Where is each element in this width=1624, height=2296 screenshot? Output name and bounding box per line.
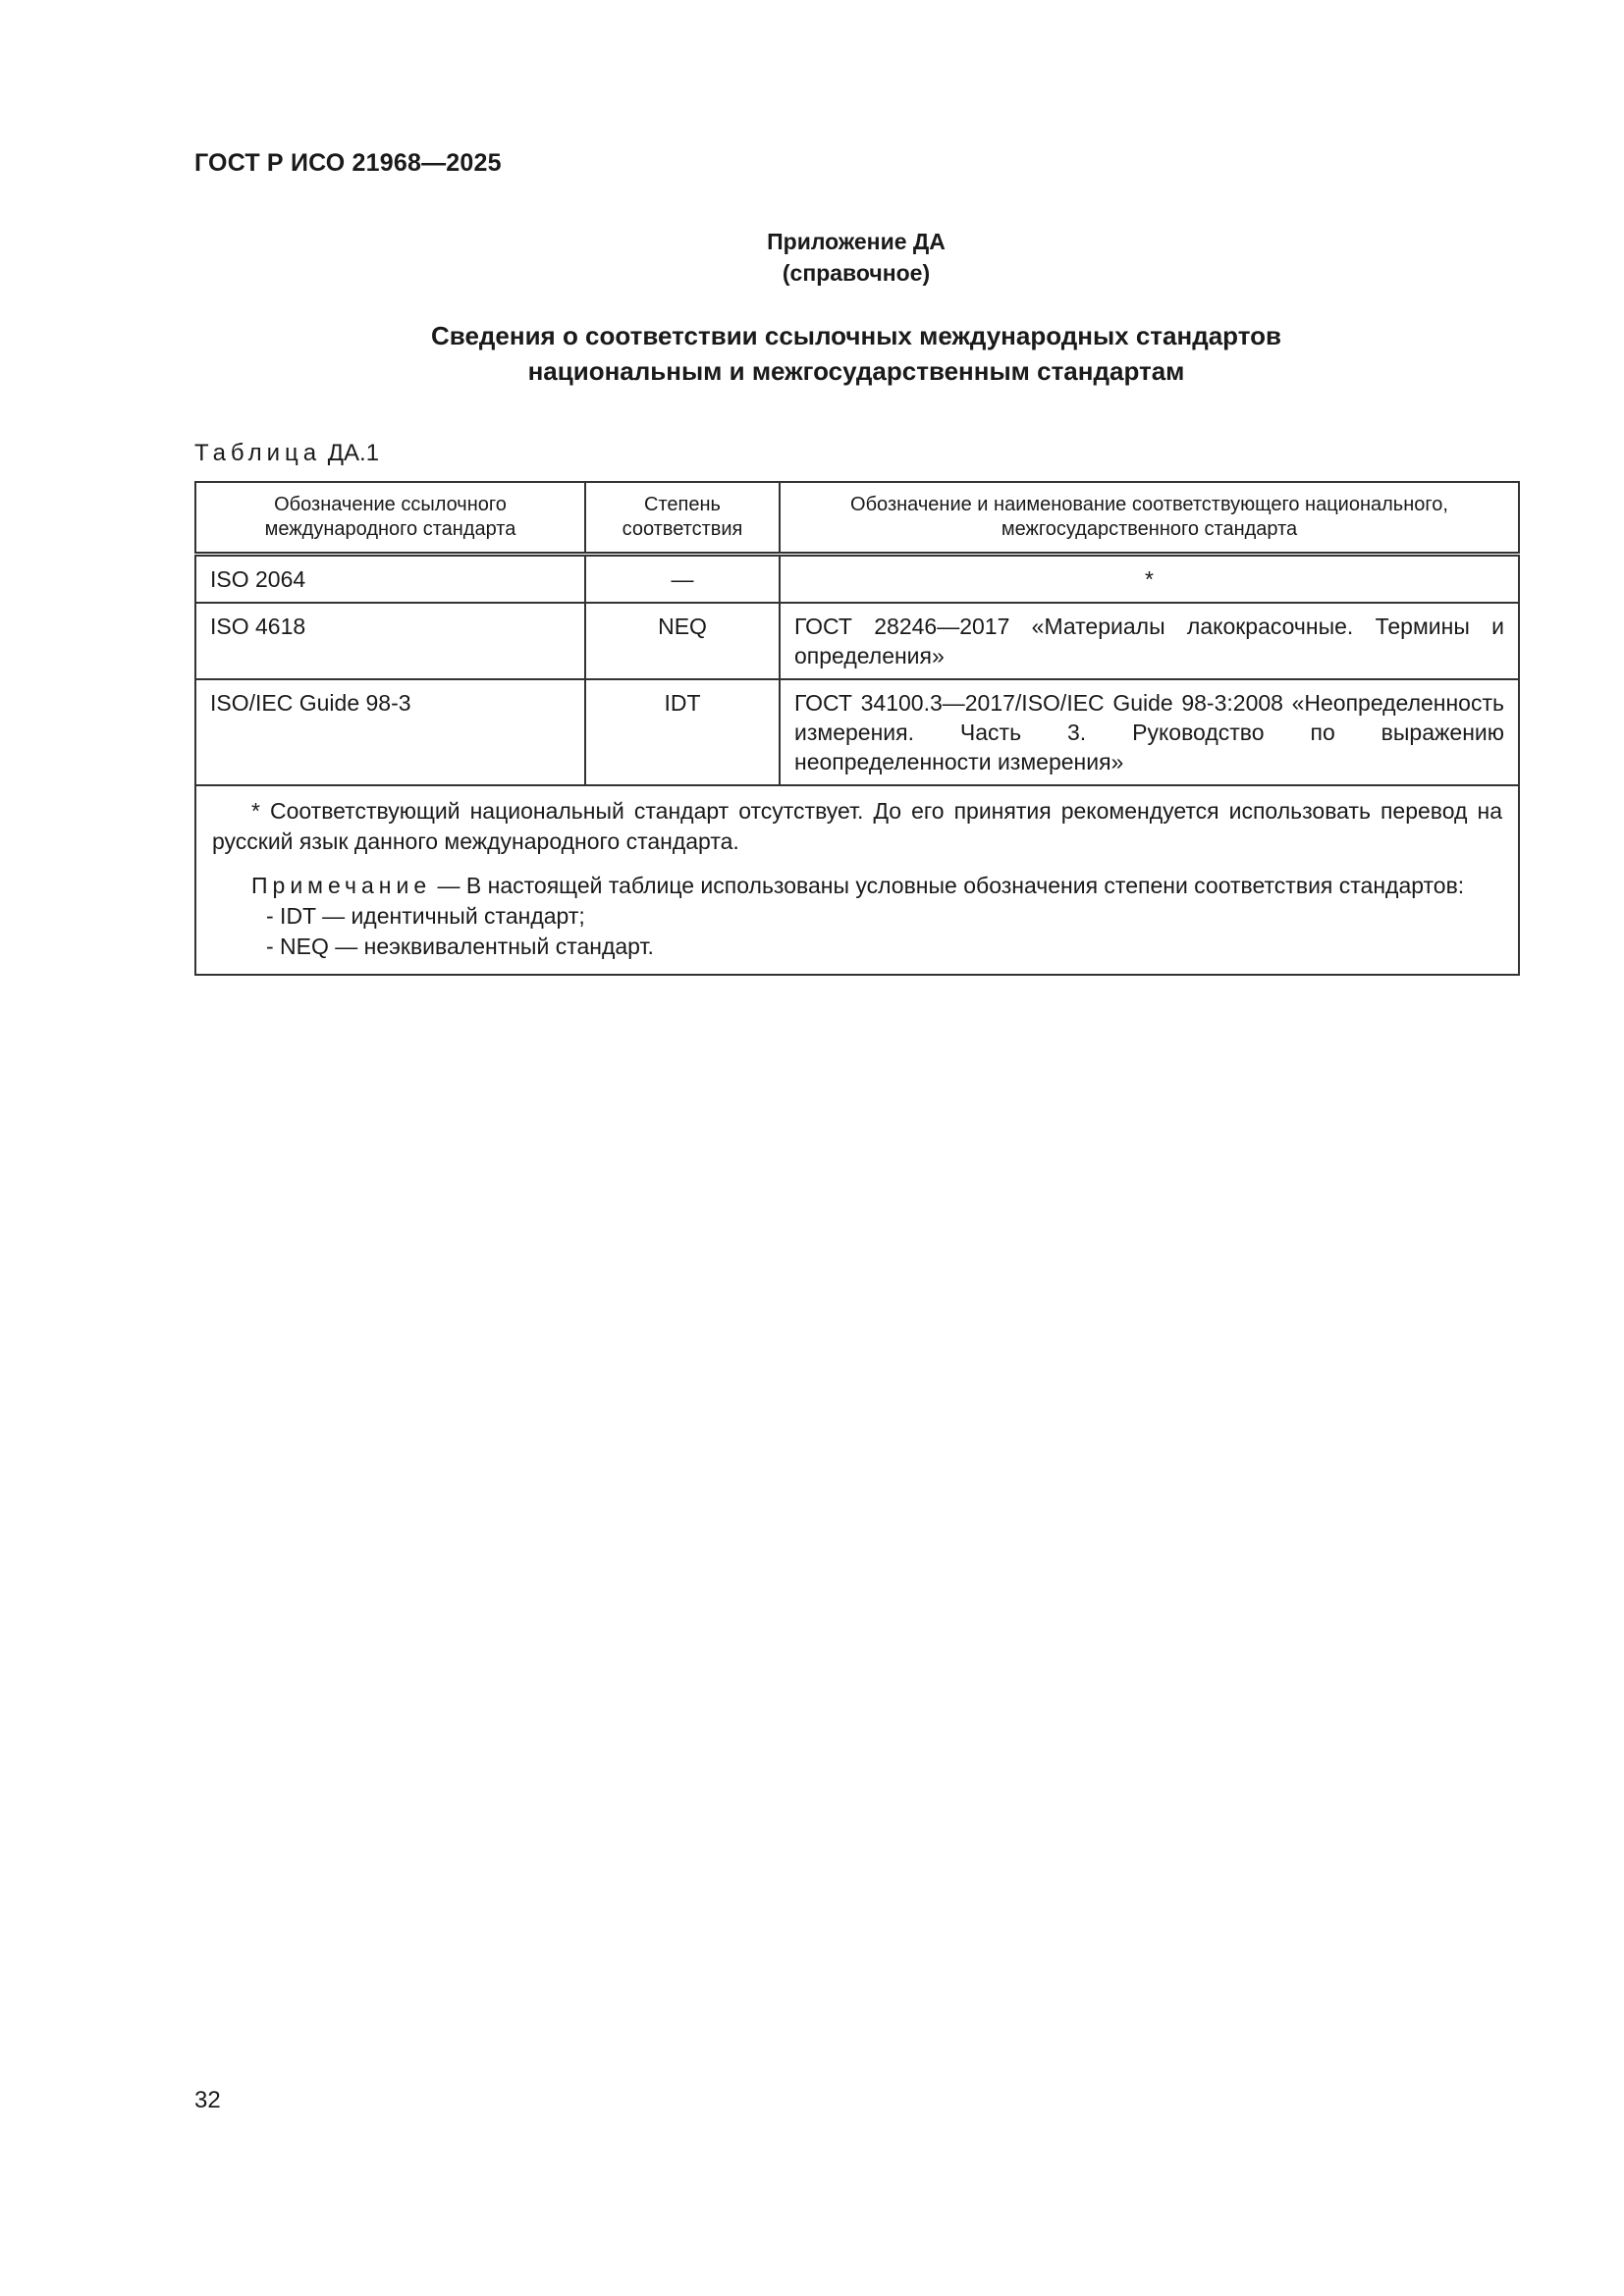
table-row: [195, 555, 1519, 604]
table-header-row: [195, 482, 1519, 555]
column-header-national: Обозначение и наименование соответствующего национального, межгосударственного стандарта: [780, 482, 1519, 555]
annex-status: (справочное): [782, 260, 931, 286]
cell-national: *: [780, 555, 1519, 604]
cell-standard: ISO/IEC Guide 98-3: [195, 679, 585, 785]
table-note-row: [195, 785, 1519, 975]
annex-heading: [194, 226, 1518, 289]
column-header-degree: Степень соответствия: [585, 482, 780, 555]
table-row: [195, 603, 1519, 679]
column-header-standard: Обозначение ссылочного международного стандарта: [195, 482, 585, 555]
table-caption-word: Таблица: [194, 440, 322, 466]
document-title-line-1: Сведения о соответствии ссылочных международных стандартов: [431, 321, 1281, 350]
cell-standard: ISO 4618: [195, 603, 585, 679]
document-code: ГОСТ Р ИСО 21968—2025: [194, 149, 502, 177]
page-number: 32: [194, 2087, 221, 2113]
table-row: [195, 679, 1519, 785]
footnote: * Соответствующий национальный стандарт отсутствует. До его принятия рекомендуется использовать перевод на русский язык данного международного стандарта.: [212, 798, 1502, 854]
note-label: Примечание: [251, 873, 432, 898]
table-caption-number: ДА.1: [327, 440, 380, 466]
cell-national: ГОСТ 28246—2017 «Материалы лакокрасочные. Термины и определения»: [780, 603, 1519, 679]
cell-degree: —: [585, 555, 780, 604]
cell-degree: NEQ: [585, 603, 780, 679]
annex-title: Приложение ДА: [767, 229, 946, 254]
cell-national: ГОСТ 34100.3—2017/ISO/IEC Guide 98-3:2008 «Неопределенность измерения. Часть 3. Руководство по выражению неопределенности измерения»: [780, 679, 1519, 785]
note-item-neq: - NEQ — неэквивалентный стандарт.: [266, 934, 654, 959]
note-paragraph: [212, 871, 1502, 901]
note-item-idt: - IDT — идентичный стандарт;: [266, 903, 585, 929]
table-notes: [195, 785, 1519, 975]
cell-degree: IDT: [585, 679, 780, 785]
correspondence-table: [194, 481, 1520, 976]
document-title: [194, 318, 1518, 389]
note-text: — В настоящей таблице использованы условные обозначения степени соответствия стандартов:: [431, 873, 1465, 898]
table-caption: [194, 440, 379, 467]
cell-standard: ISO 2064: [195, 555, 585, 604]
document-title-line-2: национальным и межгосударственным стандартам: [527, 356, 1185, 386]
